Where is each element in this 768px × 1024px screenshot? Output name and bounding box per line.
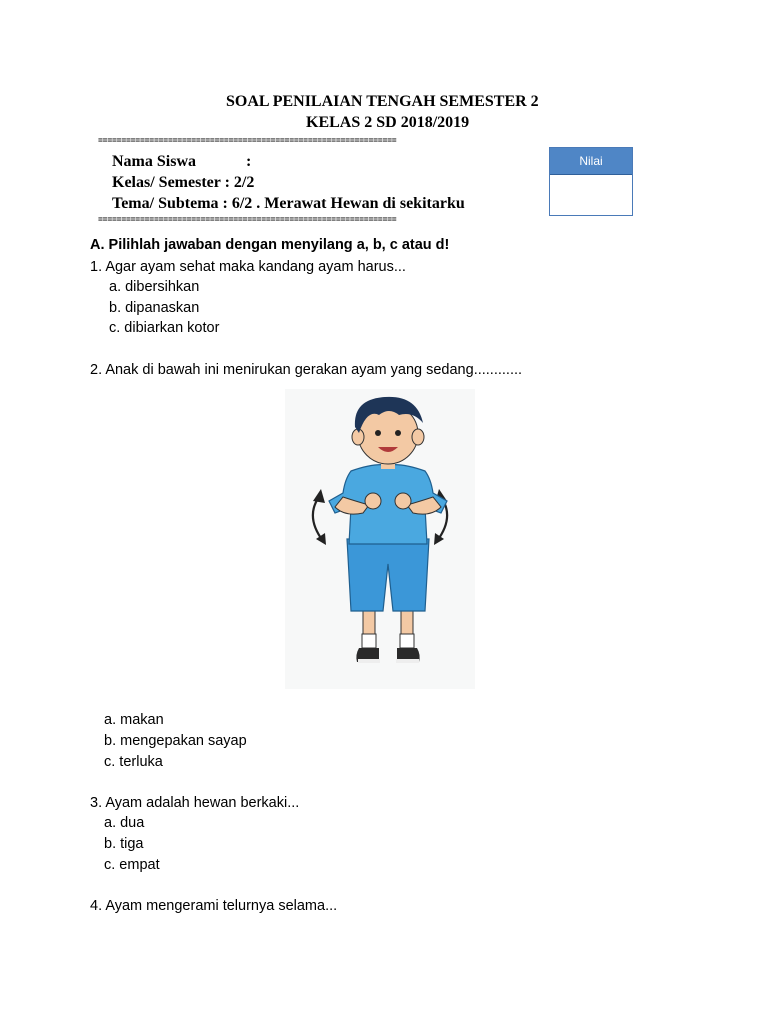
question-3-option-a[interactable]: a. dua <box>104 815 145 831</box>
score-label: Nilai <box>550 148 632 175</box>
boy-flapping-arms-image <box>285 389 475 689</box>
class-semester-line: Kelas/ Semester : 2/2 <box>112 174 255 191</box>
bottom-divider: ================================================================ <box>98 216 397 225</box>
question-2-option-b[interactable]: b. mengepakan sayap <box>104 733 247 749</box>
student-name-colon: : <box>246 153 252 170</box>
top-divider: ================================================================ <box>98 137 397 146</box>
question-3: 3. Ayam adalah hewan berkaki... <box>90 795 300 811</box>
question-2-option-a[interactable]: a. makan <box>104 712 164 728</box>
section-a-instruction: A. Pilihlah jawaban dengan menyilang a, b, c atau d! <box>90 237 450 253</box>
student-name-line <box>112 153 251 171</box>
question-2: 2. Anak di bawah ini menirukan gerakan ayam yang sedang............ <box>90 362 523 378</box>
question-3-option-b[interactable]: b. tiga <box>104 836 144 852</box>
question-1-option-a[interactable]: a. dibersihkan <box>109 279 200 295</box>
question-1-option-c[interactable]: c. dibiarkan kotor <box>109 320 220 336</box>
score-box[interactable] <box>549 147 633 216</box>
page-title: SOAL PENILAIAN TENGAH SEMESTER 2 <box>226 93 539 110</box>
page-subtitle: KELAS 2 SD 2018/2019 <box>306 114 470 131</box>
question-3-option-c[interactable]: c. empat <box>104 857 160 873</box>
student-name-label: Nama Siswa <box>112 153 197 170</box>
theme-subtheme-line: Tema/ Subtema : 6/2 . Merawat Hewan di sekitarku <box>112 195 465 212</box>
boy-illustration <box>285 389 475 689</box>
question-2-option-c[interactable]: c. terluka <box>104 754 163 770</box>
question-1: 1. Agar ayam sehat maka kandang ayam harus... <box>90 259 406 275</box>
question-4: 4. Ayam mengerami telurnya selama... <box>90 898 338 914</box>
question-1-option-b[interactable]: b. dipanaskan <box>109 300 200 316</box>
